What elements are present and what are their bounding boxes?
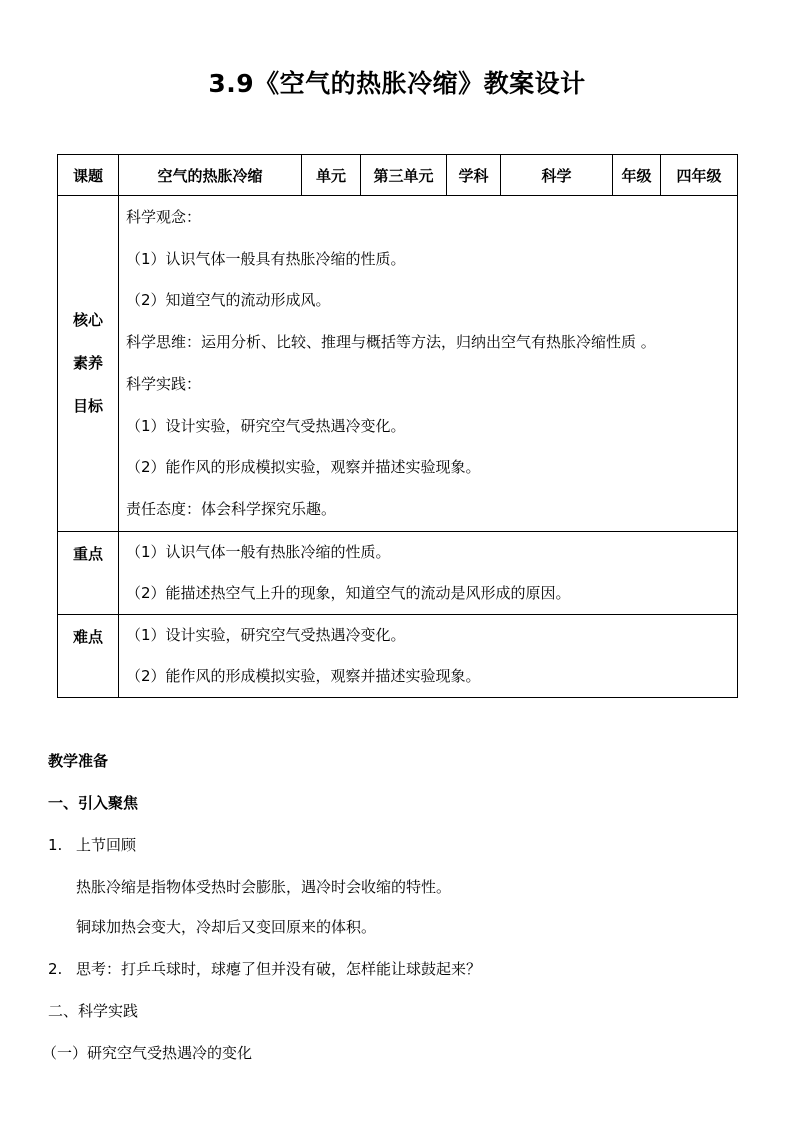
core-line: （1）认识气体一般具有热胀冷缩的性质。 xyxy=(126,249,406,268)
prep-heading: 教学准备 xyxy=(48,752,109,770)
core-label-line: 目标 xyxy=(72,396,103,415)
item2-number: 2. xyxy=(48,960,63,978)
unit-value: 第三单元 xyxy=(361,155,447,196)
subsection1-heading: （一）研究空气受热遇冷的变化 xyxy=(42,1044,253,1062)
subject-value: 科学 xyxy=(501,155,613,196)
core-line: 科学观念： xyxy=(126,208,202,226)
section1-heading: 一、引入聚焦 xyxy=(48,794,139,812)
item1-line2: 铜球加热会变大，冷却后又变回原来的体积。 xyxy=(76,918,377,936)
core-line: 责任态度：体会科学探究乐趣。 xyxy=(126,499,337,518)
table-header-row xyxy=(58,155,738,196)
difficult-points-label: 难点 xyxy=(58,614,119,697)
key-points-label: 重点 xyxy=(58,531,119,614)
topic-label: 课题 xyxy=(58,155,119,196)
core-line: （2）知道空气的流动形成风。 xyxy=(126,291,331,310)
subject-label: 学科 xyxy=(447,155,501,196)
core-line: （1）设计实验，研究空气受热遇冷变化。 xyxy=(126,416,406,435)
difficult-points-row xyxy=(58,614,738,697)
item2 xyxy=(48,958,481,979)
document-title: 3.9《空气的热胀冷缩》教案设计 xyxy=(208,69,586,98)
difficult-points-content xyxy=(119,614,738,697)
key-points-content xyxy=(119,531,738,614)
core-label-line: 素养 xyxy=(72,353,103,372)
topic-value: 空气的热胀冷缩 xyxy=(119,155,302,196)
grade-value: 四年级 xyxy=(661,155,738,196)
unit-label: 单元 xyxy=(302,155,361,196)
key-line: （2）能描述热空气上升的现象，知道空气的流动是风形成的原因。 xyxy=(126,583,571,602)
core-line: 科学实践： xyxy=(126,374,202,393)
lesson-plan-table xyxy=(57,154,738,698)
item1-title: 上节回顾 xyxy=(76,836,137,854)
difficult-line: （2）能作风的形成模拟实验，观察并描述实验现象。 xyxy=(126,666,481,685)
core-goals-row xyxy=(58,196,738,532)
core-label-line: 核心 xyxy=(72,310,103,329)
item1-line1: 热胀冷缩是指物体受热时会膨胀，遇冷时会收缩的特性。 xyxy=(76,878,452,896)
core-line: （2）能作风的形成模拟实验，观察并描述实验现象。 xyxy=(126,458,481,477)
key-line: （1）认识气体一般有热胀冷缩的性质。 xyxy=(126,542,391,561)
difficult-line: （1）设计实验，研究空气受热遇冷变化。 xyxy=(126,625,406,644)
grade-label: 年级 xyxy=(613,155,661,196)
item1 xyxy=(48,834,136,855)
core-goals-label xyxy=(58,196,119,532)
key-points-row xyxy=(58,531,738,614)
core-goals-content xyxy=(119,196,738,532)
item2-text: 思考：打乒乓球时，球瘪了但并没有破，怎样能让球鼓起来？ xyxy=(76,960,482,978)
item1-number: 1. xyxy=(48,836,63,854)
core-line: 科学思维：运用分析、比较、推理与概括等方法，归纳出空气有热胀冷缩性质 。 xyxy=(126,333,656,352)
section2-heading: 二、科学实践 xyxy=(48,1002,139,1020)
